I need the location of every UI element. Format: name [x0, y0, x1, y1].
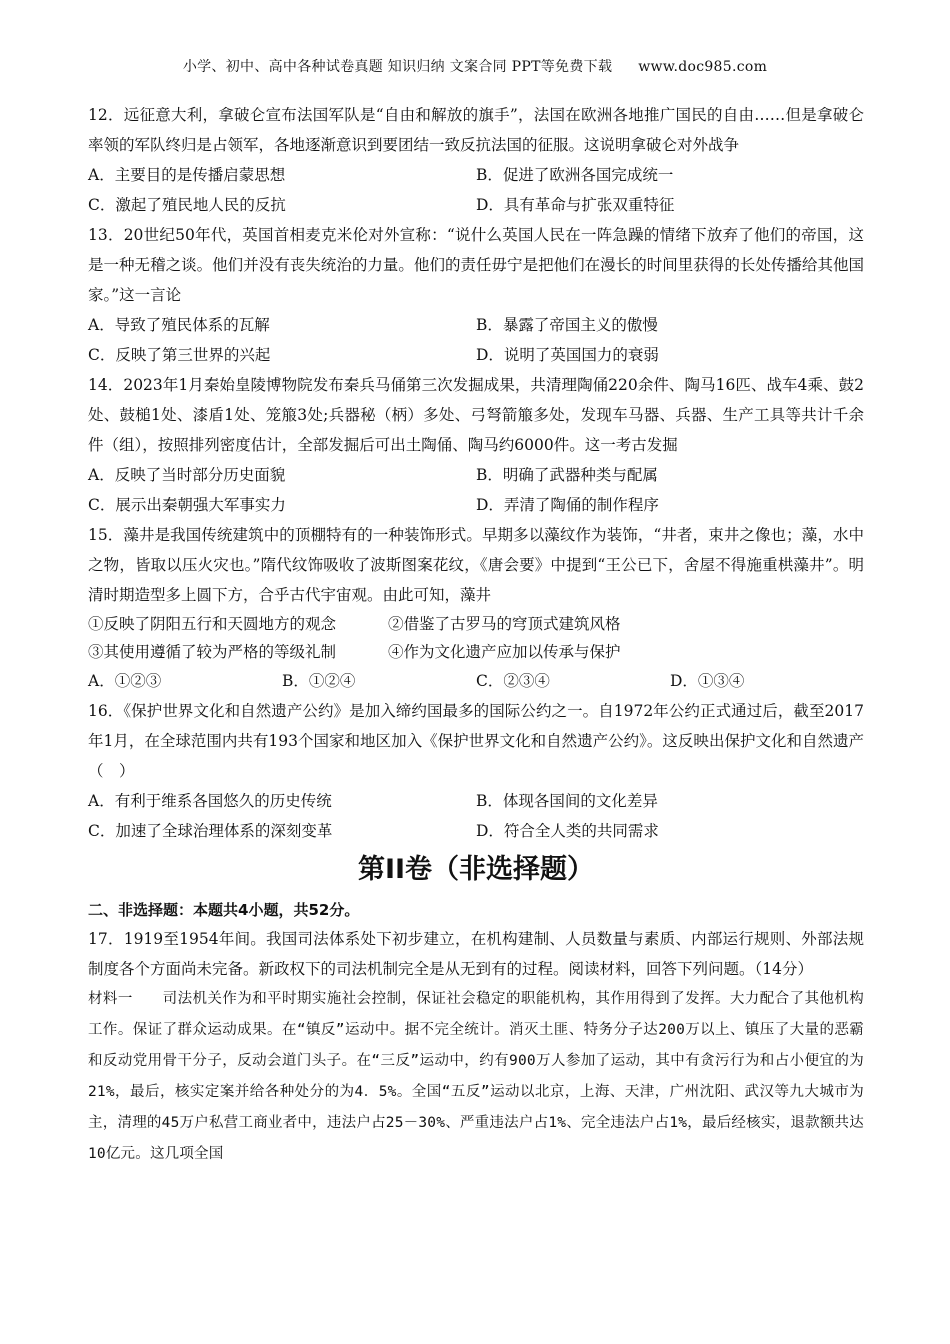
option-a: A．主要目的是传播启蒙思想: [88, 166, 286, 184]
question-17: [88, 924, 864, 1170]
option-b: B．体现各国间的文化差异: [476, 792, 658, 810]
option-a: A．反映了当时部分历史面貌: [88, 466, 286, 484]
options-row: [88, 666, 864, 696]
material-1: 材料一 司法机关作为和平时期实施社会控制，保证社会稳定的职能机构，其作用得到了发挥。大力配合了其他机构工作。保证了群众运动成果。在“镇反”运动中。据不完全统计。消灭土匪、特务分子达200万以上、镇压了大量的恶霸和反动党用骨干分子，反动会道门头子。在“三反”运动中，约有900万人参加了运动，其中有贪污行为和占小便宜的为21%，最后，核实定案并给各种处分的为4．5%。全国“五反”运动以北京，上海、天津，广州沈阳、武汉等九大城市为主，清理的45万户私营工商业者中，违法户占25－30%、严重违法户占1%、完全违法户占1%，最后经核实，退款额共达10亿元。这几项全国: [88, 991, 864, 1162]
statement-2: ②借鉴了古罗马的穹顶式建筑风格: [388, 615, 621, 633]
options-row: [88, 460, 864, 490]
section-title: 第II卷（非选择题）: [357, 854, 595, 885]
question-stem: 17．1919至1954年间。我国司法体系处下初步建立，在机构建制、人员数量与素质、内部运行规则、外部法规制度各个方面尚未完备。新政权下的司法机制完全是从无到有的过程。阅读材料，回答下列问题。（14分）: [88, 930, 864, 978]
options-row: [88, 816, 864, 846]
statement-row: [88, 610, 864, 638]
question-stem: 14．2023年1月秦始皇陵博物院发布秦兵马俑第三次发掘成果，共清理陶俑220余件、陶马16匹、战车4乘、鼓2处、鼓槌1处、漆盾1处、笼箙3处;兵器秘（柄）多处、弓弩箭箙多处，发现车马器、兵器、生产工具等共计千余件（组），按照排列密度估计，全部发掘后可出土陶俑、陶马约6000件。这一考古发掘: [88, 376, 864, 454]
option-d: D．说明了英国国力的衰弱: [476, 346, 659, 364]
question-stem: 16．《保护世界文化和自然遗产公约》是加入缔约国最多的国际公约之一。自1972年公约正式通过后，截至2017年1月，在全球范围内共有193个国家和地区加入《保护世界文化和自然遗产公约》。这反映出保护文化和自然遗产（ ）: [88, 702, 864, 780]
option-d: D．符合全人类的共同需求: [476, 822, 659, 840]
options-row: [88, 340, 864, 370]
options-row: [88, 190, 864, 220]
question-stem: 12．远征意大利，拿破仑宣布法国军队是“自由和解放的旗手”，法国在欧洲各地推广国民的自由……但是拿破仑率领的军队终归是占领军，各地逐渐意识到要团结一致反抗法国的征服。这说明拿破仑对外战争: [88, 106, 864, 154]
option-c: C．②③④: [476, 672, 550, 690]
options-row: [88, 310, 864, 340]
statement-1: ①反映了阴阳五行和天圆地方的观念: [88, 615, 337, 633]
page-header: [0, 56, 950, 76]
question-12: [88, 100, 864, 220]
part-heading: 二、非选择题：本题共4小题，共52分。: [88, 901, 360, 919]
option-c: C．加速了全球治理体系的深刻变革: [88, 822, 333, 840]
options-row: [88, 490, 864, 520]
option-c: C．激起了殖民地人民的反抗: [88, 196, 286, 214]
option-d: D．具有革命与扩张双重特征: [476, 196, 675, 214]
header-url[interactable]: www.doc985.com: [638, 59, 768, 75]
question-stem: 13．20世纪50年代，英国首相麦克米伦对外宣称：“说什么英国人民在一阵急躁的情绪下放弃了他们的帝国，这是一种无稽之谈。他们并没有丧失统治的力量。他们的责任毋宁是把他们在漫长的时间里获得的长处传播给其他国家。”这一言论: [88, 226, 864, 304]
options-row: [88, 786, 864, 816]
exam-content: [88, 100, 864, 1170]
statement-3: ③其使用遵循了较为严格的等级礼制: [88, 643, 337, 661]
option-b: B．①②④: [282, 672, 356, 690]
option-a: A．有利于维系各国悠久的历史传统: [88, 792, 332, 810]
statement-4: ④作为文化遗产应加以传承与保护: [388, 643, 621, 661]
question-15: [88, 520, 864, 696]
option-b: B．暴露了帝国主义的傲慢: [476, 316, 658, 334]
statement-row: [88, 638, 864, 666]
question-stem: 15．藻井是我国传统建筑中的顶棚特有的一种装饰形式。早期多以藻纹作为装饰，“井者，束井之像也；藻，水中之物，皆取以压火灾也。”隋代纹饰吸收了波斯图案花纹，《唐会要》中提到“王公已下，舍屋不得施重栱藻井”。明清时期造型多上圆下方，合乎古代宇宙观。由此可知，藻井: [88, 526, 864, 604]
option-a: A．导致了殖民体系的瓦解: [88, 316, 270, 334]
question-16: [88, 696, 864, 846]
option-d: D．①③④: [670, 672, 745, 690]
option-b: B．促进了欧洲各国完成统一: [476, 166, 674, 184]
option-a: A．①②③: [88, 672, 162, 690]
header-text: 小学、初中、高中各种试卷真题 知识归纳 文案合同 PPT等免费下载: [182, 59, 613, 75]
question-13: [88, 220, 864, 370]
option-b: B．明确了武器种类与配属: [476, 466, 658, 484]
option-c: C．展示出秦朝强大军事实力: [88, 496, 286, 514]
option-c: C．反映了第三世界的兴起: [88, 346, 271, 364]
question-14: [88, 370, 864, 520]
options-row: [88, 160, 864, 190]
option-d: D．弄清了陶俑的制作程序: [476, 496, 659, 514]
